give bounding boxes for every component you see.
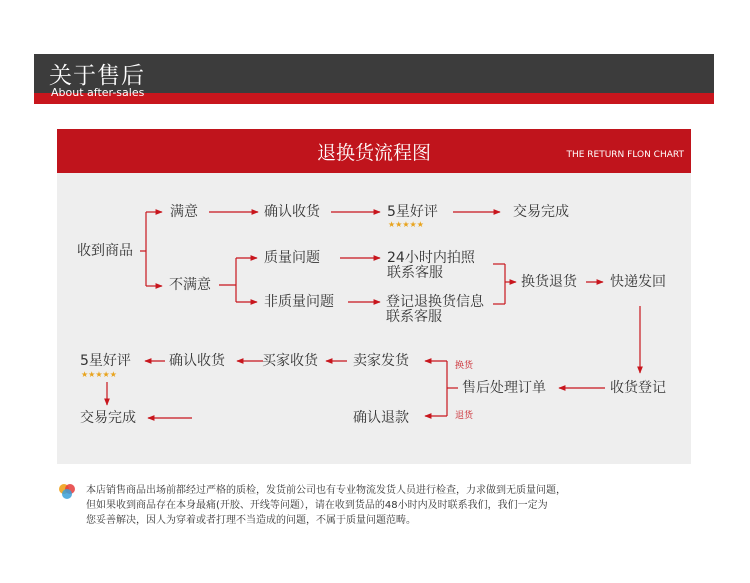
node-deal-done: 交易完成 — [513, 204, 569, 220]
node-seller-ship: 卖家发货 — [353, 353, 409, 369]
node-confirm-refund: 确认退款 — [353, 410, 409, 426]
star-rating-icon-2: ★★★★★ — [81, 370, 117, 379]
node-exchange-return: 换货退货 — [521, 274, 577, 290]
node-express-back: 快递发回 — [610, 274, 666, 290]
star-rating-icon: ★★★★★ — [388, 220, 424, 229]
node-received: 收到商品 — [77, 243, 133, 259]
note-line-2: 但如果收到商品存在本身最痛(开胶、开线等问题），请在收到货品的48小时内及时联系我们，我们一定为 — [86, 500, 548, 511]
node-receipt-register: 收货登记 — [610, 380, 666, 396]
flowchart-title-en: THE RETURN FLON CHART — [566, 150, 684, 160]
label-return: 退货 — [455, 411, 474, 421]
node-five-star-2: 5星好评 — [80, 353, 131, 369]
node-confirm-receipt-2: 确认收货 — [169, 353, 225, 369]
node-satisfied: 满意 — [170, 204, 198, 220]
node-five-star: 5星好评 — [387, 204, 438, 220]
after-sales-note — [86, 483, 566, 528]
node-deal-done-2: 交易完成 — [80, 410, 136, 426]
node-after-sale-order: 售后处理订单 — [462, 380, 546, 396]
node-register-line1: 登记退换货信息 — [386, 294, 484, 310]
note-line-1: 本店销售商品出场前都经过严格的质检，发货前公司也有专业物流发货人员进行检查，力求做到无质量问题， — [86, 485, 566, 496]
node-unsatisfied: 不满意 — [169, 277, 211, 293]
colorful-circles-icon — [58, 482, 76, 500]
node-non-quality: 非质量问题 — [264, 294, 334, 310]
node-contact-24h-line2: 联系客服 — [387, 265, 443, 281]
note-line-3: 您妥善解决，因人为穿着或者打理不当造成的问题，不属于质量问题范畴。 — [86, 515, 416, 526]
node-register-line2: 联系客服 — [386, 309, 442, 325]
section-subtitle: About after-sales — [51, 86, 145, 99]
node-contact-24h-line1: 24小时内拍照 — [387, 250, 475, 266]
label-exchange: 换货 — [455, 361, 474, 371]
flowchart-title: 退换货流程图 — [316, 142, 431, 164]
node-buyer-receive: 买家收货 — [262, 353, 318, 369]
node-quality-issue: 质量问题 — [264, 250, 320, 266]
section-title: 关于售后 — [49, 63, 145, 89]
node-confirm-receipt: 确认收货 — [264, 204, 320, 220]
